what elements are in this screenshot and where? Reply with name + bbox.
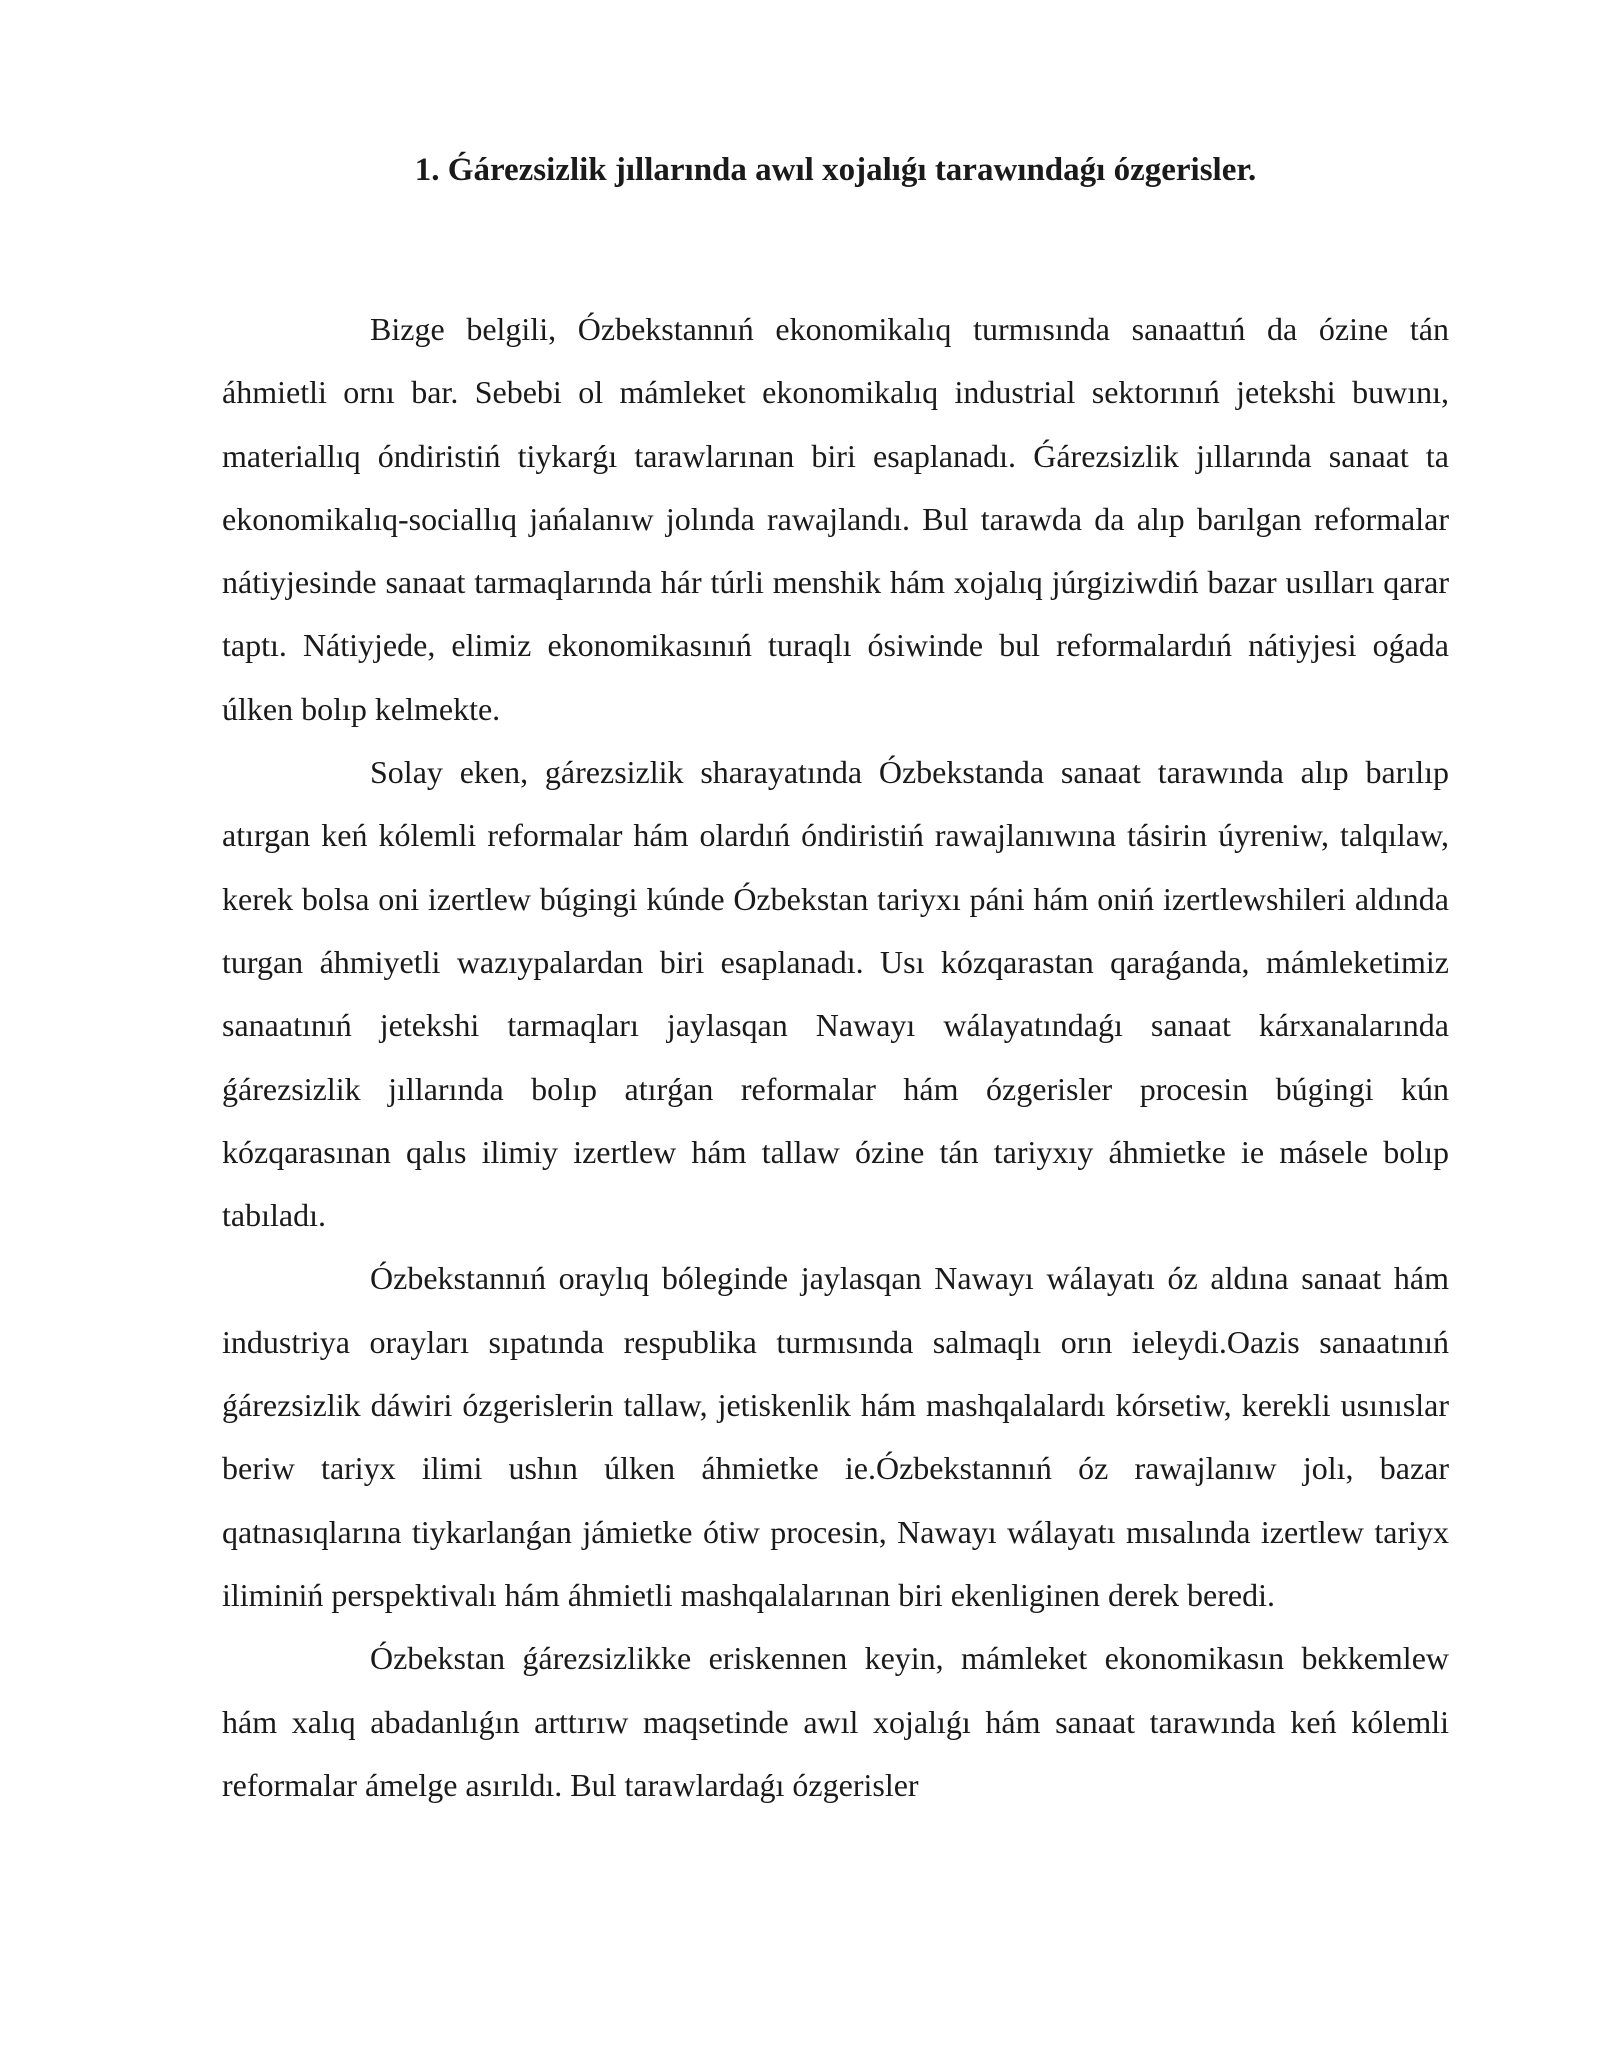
paragraph-3: Ózbekstannıń oraylıq bóleginde jaylasqan Nawayı wálayatı óz aldına sanaat hám industriya orayları sıpatında respublika turmısında salmaqlı orın ieleydi.Oazis sanaatınıń ǵárezsizlik dáwiri ózgerislerin tallaw, jetiskenlik hám mashqalalardı kórsetiw, kerekli usınıslar beriw tariyx ilimi ushın úlken áhmietke ie.Ózbekstannıń óz rawajlanıw jolı, bazar qatnasıqlarına tiykarlanǵan jámietke ótiw procesin, Nawayı wálayatı mısalında izertlew tariyx iliminiń perspektivalı hám áhmietli mashqalalarınan biri ekenliginen derek beredi.: [222, 1260, 1449, 1613]
paragraph-2: Solay eken, gárezsizlik sharayatında Ózbekstanda sanaat tarawında alıp barılıp atırgan keń kólemli reformalar hám olardıń óndiristiń rawajlanıwına tásirin úyreniw, talqılaw, kerek bolsa oni izertlew búgingi kúnde Ózbekstan tariyxı páni hám oniń izertlewshileri aldında turgan áhmiyetli wazıypalardan biri esaplanadı. Usı kózqarastan qaraǵanda, mámleketimiz sanaatınıń jetekshi tarmaqları jaylasqan Nawayı wálayatındaǵı sanaat kárxanalarında ǵárezsizlik jıllarında bolıp atırǵan reformalar hám ózgerisler procesin búgingi kún kózqarasınan qalıs ilimiy izertlew hám tallaw ózine tán tariyxıy áhmietke ie másele bolıp tabıladı.: [222, 754, 1449, 1234]
paragraph-1: Bizge belgili, Ózbekstannıń ekonomikalıq turmısında sanaattıń da ózine tán áhmietli ornı bar. Sebebi ol mámleket ekonomikalıq industrial sektorınıń jetekshi buwını, materiallıq óndiristiń tiykarǵı tarawlarınan biri esaplanadı. Ǵárezsizlik jıllarında sanaat ta ekonomikalıq-sociallıq jańalanıw jolında rawajlandı. Bul tarawda da alıp barılgan reformalar nátiyjesinde sanaat tarmaqlarında hár túrli menshik hám xojalıq júrgiziwdiń bazar usılları qarar taptı. Nátiyjede, elimiz ekonomikasınıń turaqlı ósiwinde bul reformalardıń nátiyjesi oǵada úlken bolıp kelmekte.: [222, 311, 1449, 727]
page-title: 1. Ǵárezsizlik jıllarında awıl xojalıǵı tarawındaǵı ózgerisler.: [414, 152, 1257, 188]
document-body: [222, 298, 1449, 1817]
paragraph-4: Ózbekstan ǵárezsizlikke eriskennen keyin, mámleket ekonomikasın bekkemlew hám xalıq abadanlıǵın arttırıw maqsetinde awıl xojalıǵı hám sanaat tarawında keń kólemli reformalar ámelge asırıldı. Bul tarawlardaǵı ózgerisler: [222, 1640, 1449, 1803]
